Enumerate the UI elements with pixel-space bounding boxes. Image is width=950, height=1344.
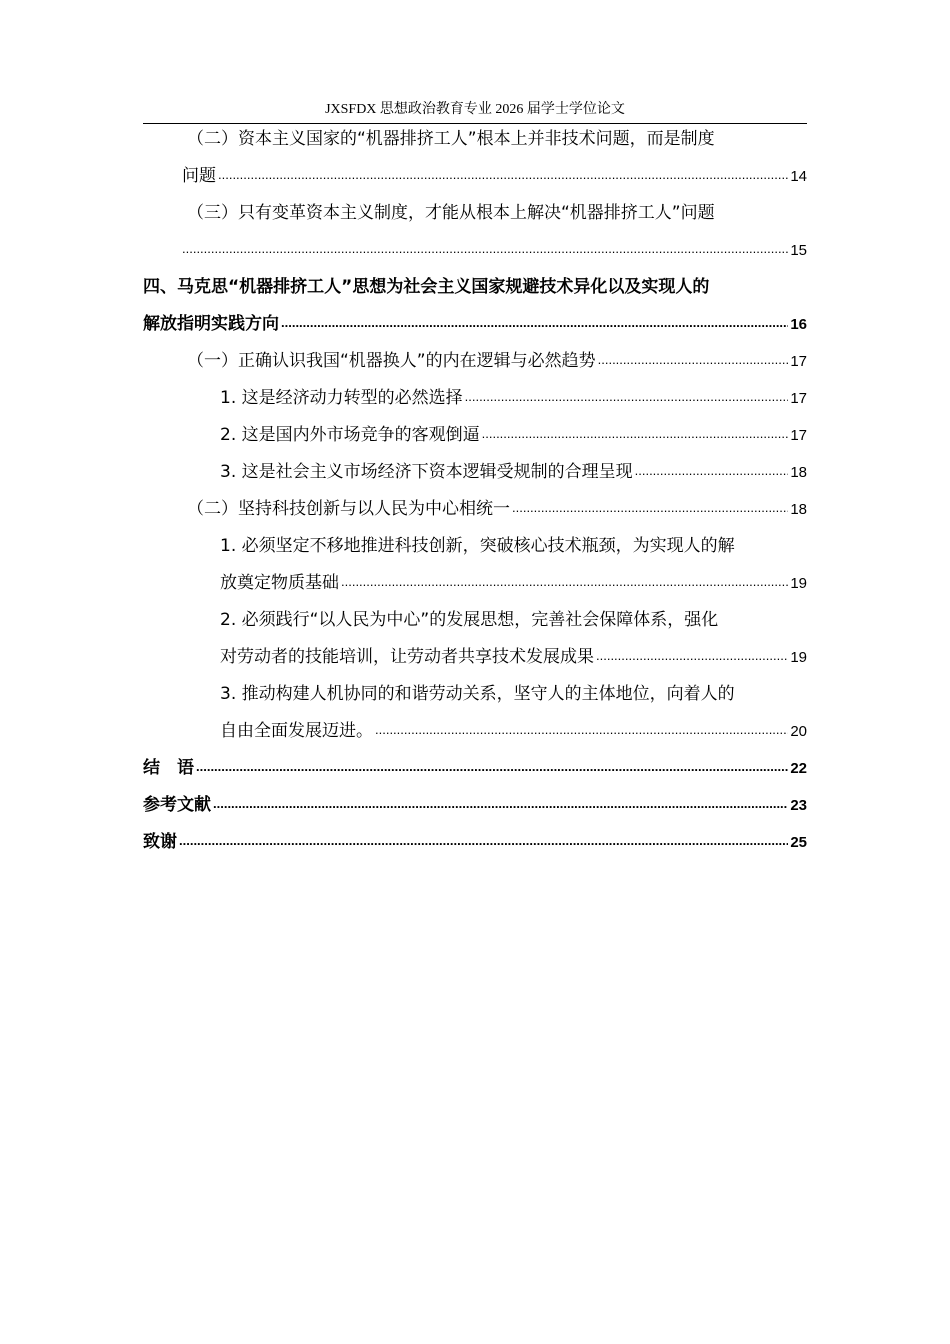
- toc-entry-text: 问题: [182, 166, 216, 186]
- toc-entry-text: 结 语: [143, 758, 194, 778]
- toc-entry-line[interactable]: [220, 644, 807, 670]
- toc-entry-line[interactable]: [220, 385, 807, 411]
- dot-leader: [213, 794, 788, 814]
- toc-entry-line[interactable]: [187, 348, 807, 374]
- toc-entry-text: （二）坚持科技创新与以人民为中心相统一: [187, 499, 510, 519]
- toc-entry-text: （一）正确认识我国“机器换人”的内在逻辑与必然趋势: [187, 351, 596, 371]
- toc-entry-text: 致谢: [143, 832, 177, 852]
- dot-leader: [375, 720, 788, 740]
- toc-entry-line[interactable]: [187, 200, 807, 226]
- toc-page-number: 14: [790, 168, 807, 185]
- toc-page-number: 23: [790, 797, 807, 814]
- dot-leader: [218, 165, 788, 185]
- toc-entry-text: 放奠定物质基础: [220, 573, 339, 593]
- toc-page-number: 16: [790, 316, 807, 333]
- toc-entry-line[interactable]: [220, 459, 807, 485]
- toc-entry-line[interactable]: [143, 829, 807, 855]
- dot-leader: [465, 387, 789, 407]
- dot-leader: [281, 313, 788, 333]
- dot-leader: [512, 498, 788, 518]
- dot-leader: [596, 646, 788, 666]
- toc-entry-line[interactable]: [187, 496, 807, 522]
- toc-entry-text: （二）资本主义国家的“机器排挤工人”根本上并非技术问题，而是制度: [187, 129, 715, 149]
- toc-page-number: 19: [790, 649, 807, 666]
- toc-page-number: 19: [790, 575, 807, 592]
- toc-page-number: 17: [790, 353, 807, 370]
- toc-page-number: 18: [790, 464, 807, 481]
- dot-leader: [341, 572, 788, 592]
- toc-entry-line[interactable]: [143, 311, 807, 337]
- toc-entry-text: 四、马克思“机器排挤工人”思想为社会主义国家规避技术异化以及实现人的: [143, 277, 710, 297]
- toc-entry-text: 解放指明实践方向: [143, 314, 279, 334]
- toc-entry-text: 2. 这是国内外市场竞争的客观倒逼: [220, 425, 480, 445]
- toc-entry-line[interactable]: [143, 792, 807, 818]
- toc-page-number: 15: [790, 242, 807, 259]
- toc-page-number: 25: [790, 834, 807, 851]
- toc-entry-line[interactable]: [220, 718, 807, 744]
- dot-leader: [196, 757, 788, 777]
- toc-entry-text: 1. 这是经济动力转型的必然选择: [220, 388, 463, 408]
- dot-leader: [635, 461, 789, 481]
- toc-entry-text: 2. 必须践行“以人民为中心”的发展思想，完善社会保障体系，强化: [220, 610, 719, 630]
- toc-entry-line[interactable]: [187, 126, 807, 152]
- toc-entry-text: 1. 必须坚定不移地推进科技创新，突破核心技术瓶颈，为实现人的解: [220, 536, 735, 556]
- toc-entry-text: 3. 这是社会主义市场经济下资本逻辑受规制的合理呈现: [220, 462, 633, 482]
- toc-entry-text: 对劳动者的技能培训，让劳动者共享技术发展成果: [220, 647, 594, 667]
- toc-page-number: 18: [790, 501, 807, 518]
- dot-leader: [482, 424, 789, 444]
- toc-page-number: 17: [790, 427, 807, 444]
- dot-leader: [182, 239, 788, 259]
- toc-entry-line[interactable]: [182, 237, 807, 263]
- toc-entry-text: 3. 推动构建人机协同的和谐劳动关系，坚守人的主体地位，向着人的: [220, 684, 735, 704]
- toc-entry-line[interactable]: [143, 755, 807, 781]
- toc-entry-line[interactable]: [220, 570, 807, 596]
- toc-entry-line[interactable]: [143, 274, 807, 300]
- toc-page-number: 22: [790, 760, 807, 777]
- toc-page-number: 17: [790, 390, 807, 407]
- toc-entry-line[interactable]: [182, 163, 807, 189]
- dot-leader: [598, 350, 789, 370]
- header-title: JXSFDX 思想政治教育专业 2026 届学士学位论文: [325, 102, 625, 117]
- toc-entry-line[interactable]: [220, 607, 807, 633]
- toc-entry-line[interactable]: [220, 533, 807, 559]
- toc-entry-text: 自由全面发展迈进。: [220, 721, 373, 741]
- dot-leader: [179, 831, 788, 851]
- toc-entry-line[interactable]: [220, 422, 807, 448]
- toc-entry-line[interactable]: [220, 681, 807, 707]
- toc-entry-text: （三）只有变革资本主义制度，才能从根本上解决“机器排挤工人”问题: [187, 203, 715, 223]
- toc-entry-text: 参考文献: [143, 795, 211, 815]
- toc-page-number: 20: [790, 723, 807, 740]
